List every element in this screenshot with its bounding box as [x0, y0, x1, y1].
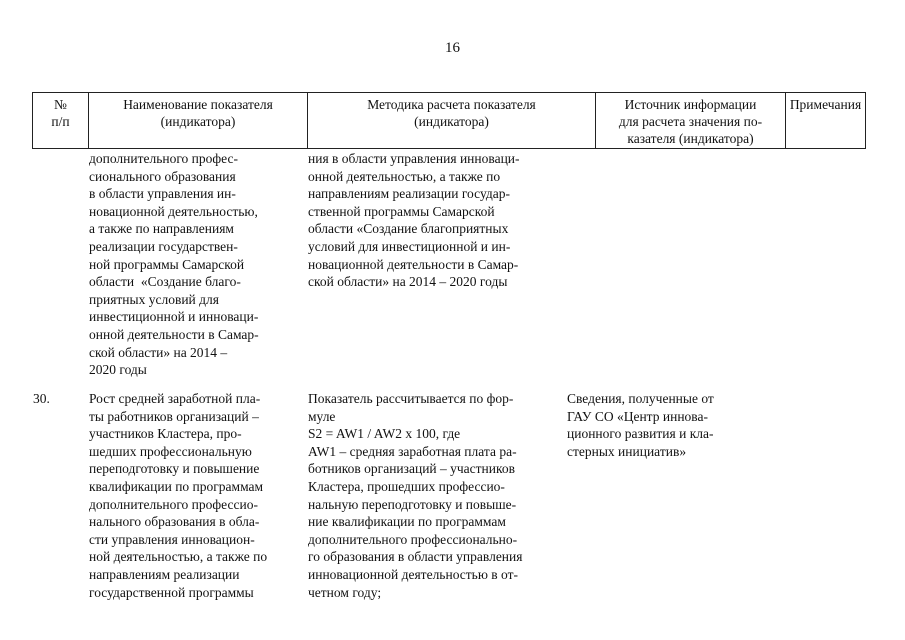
row2-source: Сведения, полученные от ГАУ СО «Центр иннова- ционного развития и кла- стерных инициатив» [567, 391, 714, 459]
row1-name: дополнительного профес- сионального образования в области управления ин- новационной деятельностью, а также по направлениям реализации государствен- ной программы Самарской области «Создание благо- приятных условий для инвестиционной и инноваци- онной деятельности в Самар- ской области» на 2014 – 2020 годы [89, 151, 259, 378]
header-name: Наименование показателя (индикатора) [88, 93, 307, 148]
row2-method: Показатель рассчитывается по фор- муле S2 = AW1 / AW2 x 100, где AW1 – средняя заработная плата ра- ботников организаций – участников Кластера, прошедших профессио- нальную переподготовку и повыше- ние квалификации по программам дополнительного профессионально- го образования в области управления инновационной деятельностью в от- четном году; [308, 391, 523, 600]
header-method: Методика расчета показателя (индикатора) [307, 93, 595, 148]
row1-method: ния в области управления инноваци- онной деятельностью, а также по направлениям реализации государ- ственной программы Самарской области «Создание благоприятных условий для инвестиционной и ин- новационной деятельности в Самар- ской области» на 2014 – 2020 годы [308, 151, 520, 290]
header-num: № п/п [32, 93, 88, 148]
header-notes: Примечания [785, 93, 866, 148]
row2-name: Рост средней заработной пла- ты работников организаций – участников Кластера, про- шедших профессиональную переподготовку и повышение квалификации по программам дополнительного профессио- нального образования в обла- сти управления инновацион- ной деятельностью, а также по направлениям реализации государственной программы [89, 391, 268, 600]
row2-num: 30. [33, 391, 50, 406]
page-number: 16 [445, 40, 460, 56]
table-header [32, 92, 866, 149]
header-source: Источник информации для расчета значения по- казателя (индикатора) [595, 93, 785, 148]
